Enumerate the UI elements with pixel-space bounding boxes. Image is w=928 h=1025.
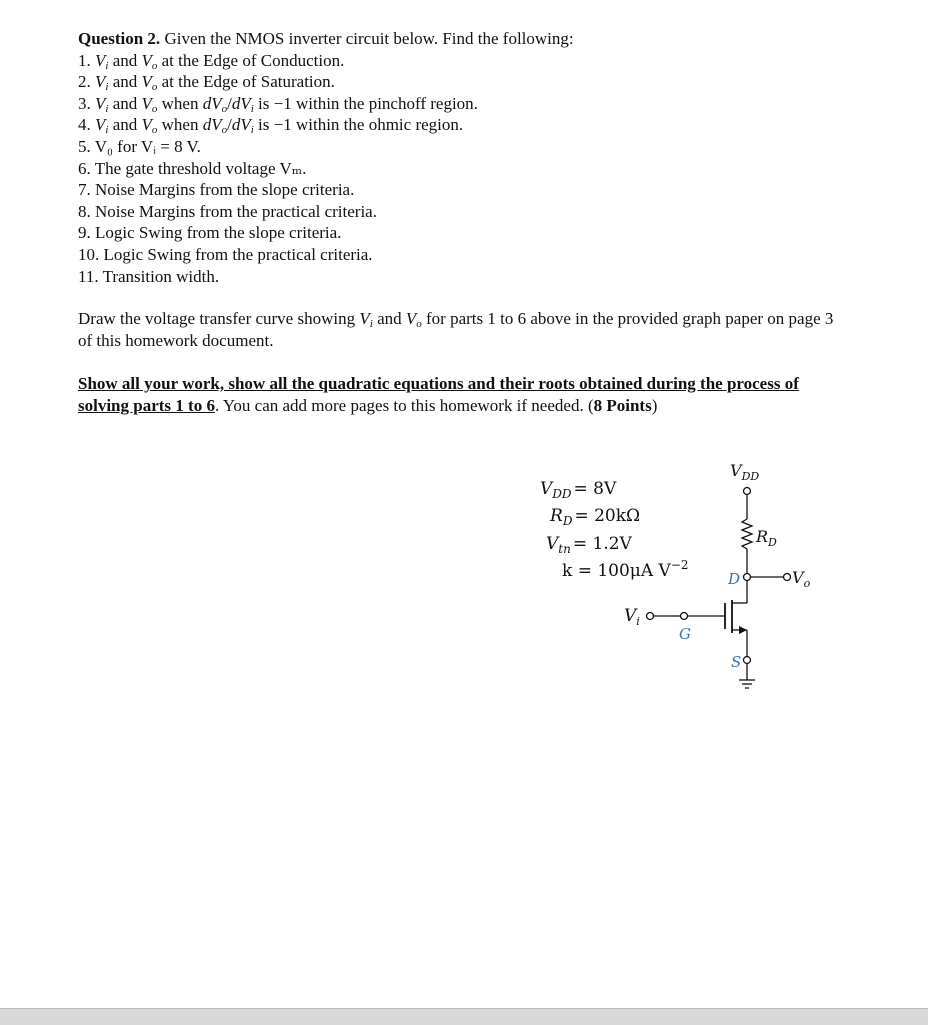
- item-text: at the Edge of Conduction.: [157, 50, 345, 70]
- vdd-param: $V_{DD} = 8V$: [540, 479, 617, 501]
- item-text: within the ohmic region.: [291, 115, 464, 135]
- draw-text-2: for parts 1 to 6 above in the provided graph paper on page 3 of this homework document.: [78, 309, 834, 350]
- source-node: [744, 657, 751, 664]
- input-terminal: [647, 613, 654, 620]
- output-terminal: [784, 574, 791, 581]
- rd-param: $R_D = 20k\Omega$: [550, 506, 641, 528]
- points-label: 8 Points: [593, 395, 652, 415]
- rd-label: $R_D$: [756, 527, 777, 549]
- show-work-note: [78, 373, 838, 416]
- item-text: Logic Swing from the practical criteria.: [103, 244, 373, 264]
- item-number: 7.: [78, 180, 95, 200]
- list-item: 4. $V_i$ and $V_o$ when $dV_o/dV_i$ is −1 within the ohmic region.: [78, 115, 464, 137]
- list-item: [78, 136, 838, 158]
- list-item: [78, 179, 838, 201]
- item-number: 8.: [78, 201, 95, 221]
- source-arrow: [739, 626, 747, 634]
- gate-label: G: [679, 625, 691, 643]
- gate-node: [681, 613, 688, 620]
- item-text: The gate threshold voltage Vₘ.: [94, 158, 307, 178]
- show-work-rest: . You can add more pages to this homework if needed. (: [214, 395, 594, 415]
- drain-label: D: [728, 570, 741, 588]
- question-title: Question 2.: [78, 29, 161, 48]
- question-block: [78, 28, 838, 287]
- vdd-node-label: $V_{DD}$: [730, 461, 760, 483]
- item-number: 1.: [78, 50, 95, 70]
- question-heading: [78, 28, 838, 50]
- item-text: Noise Margins from the practical criteria.: [95, 201, 377, 221]
- item-number: 9.: [78, 223, 95, 243]
- vo-label: $V_o$: [792, 568, 811, 590]
- parameter-list: [540, 479, 689, 581]
- list-item: [78, 244, 838, 266]
- k-param: k = 100μA $V^{-2}$: [562, 558, 689, 581]
- show-work-close: ): [651, 395, 658, 415]
- draw-instruction: Draw the voltage transfer curve showing $V_i$ and $V_o$ for parts 1 to 6 above in the provided graph paper on page 3 of this homework document.: [78, 309, 834, 350]
- list-item: [78, 201, 838, 223]
- item-text: within the pinchoff region.: [291, 93, 478, 113]
- item-number: 10.: [78, 244, 104, 264]
- bottom-scrollbar[interactable]: [0, 1008, 928, 1025]
- item-text: V₀ for Vᵢ = 8 V.: [94, 136, 201, 156]
- item-number: 4.: [78, 115, 95, 135]
- question-intro: Given the NMOS inverter circuit below. Find the following:: [164, 29, 574, 48]
- item-text: Logic Swing from the slope criteria.: [95, 223, 342, 243]
- item-text: Noise Margins from the slope criteria.: [95, 180, 355, 200]
- vi-label: $V_i$: [624, 606, 640, 628]
- item-number: 3.: [78, 93, 95, 113]
- item-text: at the Edge of Saturation.: [157, 72, 335, 92]
- source-label: S: [731, 653, 742, 671]
- item-number: 11.: [78, 266, 103, 286]
- vtn-param: $V_{tn} = 1.2V$: [546, 534, 632, 556]
- list-item: [78, 158, 838, 180]
- item-number: 5.: [78, 136, 95, 156]
- list-item: 1. $V_i$ and $V_o$ at the Edge of Conduction.: [78, 50, 345, 72]
- draw-text-1: Draw the voltage transfer curve showing: [78, 309, 360, 328]
- item-number: 6.: [78, 158, 95, 178]
- list-item: 2. $V_i$ and $V_o$ at the Edge of Saturation.: [78, 72, 335, 94]
- item-text: Transition width.: [102, 266, 220, 286]
- show-work-underlined: Show all your work, show all the quadratic equations and their roots obtained during the process of solving parts 1 to 6: [78, 374, 799, 415]
- list-item: [78, 222, 838, 244]
- item-number: 2.: [78, 72, 95, 92]
- drain-node: [744, 574, 751, 581]
- list-item: 3. $V_i$ and $V_o$ when $dV_o/dV_i$ is −1 within the pinchoff region.: [78, 93, 478, 115]
- circuit-diagram: [520, 455, 820, 715]
- rd-resistor: [742, 519, 752, 549]
- list-item: [78, 266, 838, 288]
- vdd-terminal: [744, 488, 751, 495]
